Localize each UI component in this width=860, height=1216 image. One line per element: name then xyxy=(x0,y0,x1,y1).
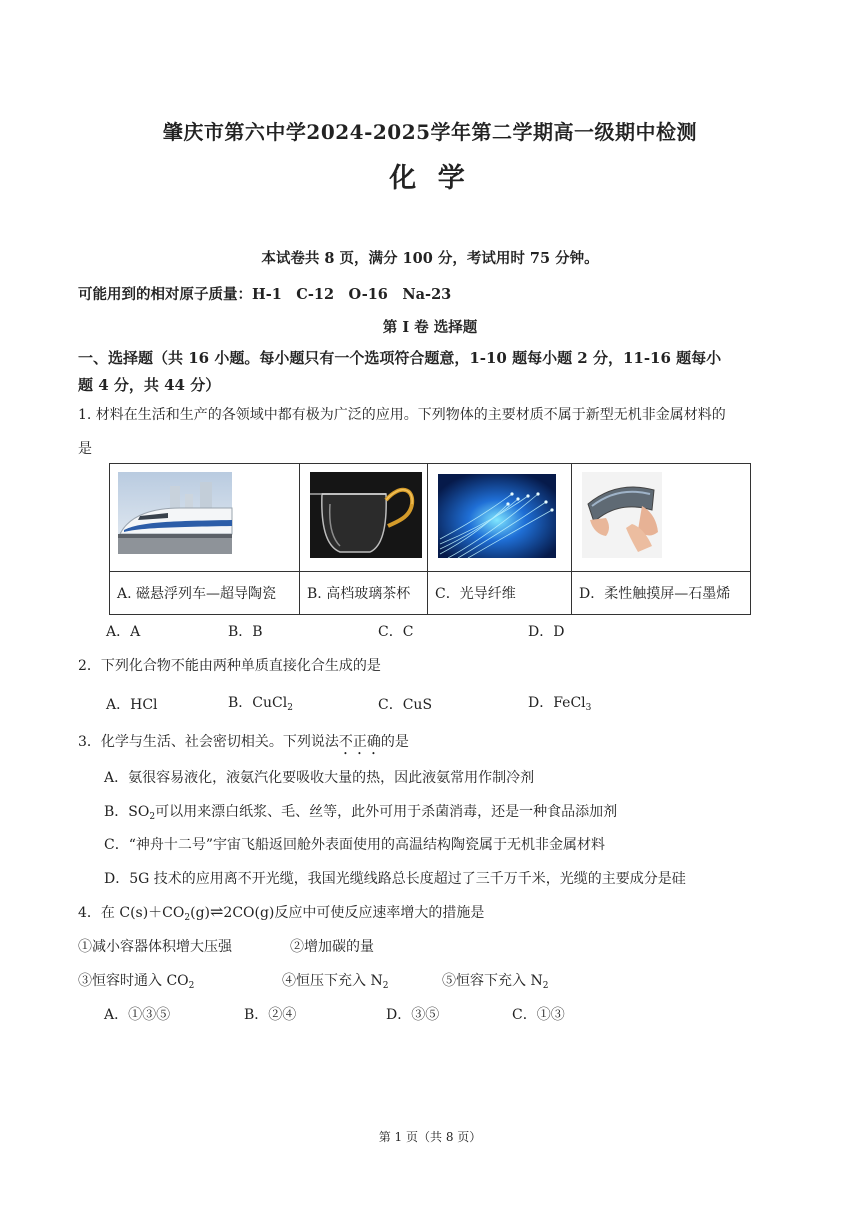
q4-measure-5 xyxy=(442,970,548,991)
flexible-touchscreen-image-cell xyxy=(572,464,751,572)
q2-option-b[interactable] xyxy=(228,692,293,713)
q3-stem-part2: 的是 xyxy=(380,734,409,750)
q4-option-c[interactable]: C．①③ xyxy=(512,1007,565,1023)
q1-option-d[interactable]: D．D xyxy=(528,624,565,640)
q2-option-c[interactable]: C．CuS xyxy=(378,697,433,713)
q4-measure-5-subscript: 2 xyxy=(542,981,549,991)
q1-caption-a: A. 磁悬浮列车—超导陶瓷 xyxy=(110,572,300,615)
q3-option-b[interactable] xyxy=(104,801,617,822)
q4-measure-5-text: ⑤恒容下充入 N xyxy=(442,973,543,989)
q4-stem-a: 4．在 C(s)＋CO xyxy=(78,905,185,921)
q2-option-d[interactable] xyxy=(528,692,591,713)
q4-measure-3-subscript: 2 xyxy=(188,981,195,991)
flexible-touchscreen-image xyxy=(572,464,750,567)
q4-option-a[interactable]: A．①③⑤ xyxy=(104,1007,171,1023)
q3-stem-part1: 3．化学与生活、社会密切相关。下列说法 xyxy=(78,734,339,750)
maglev-train-image-cell xyxy=(110,464,300,572)
section-heading-line2: 题 4 分，共 44 分） xyxy=(78,376,221,394)
q3-option-b-rest: 可以用来漂白纸浆、毛、丝等，此外可用于杀菌消毒，还是一种食品添加剂 xyxy=(155,804,618,820)
q4-measure-4-subscript: 2 xyxy=(382,981,389,991)
q3-stem-emphasis: 不正确 xyxy=(338,734,381,750)
q2-stem: 2．下列化合物不能由两种单质直接化合生成的是 xyxy=(78,658,381,674)
exam-info: 本试卷共 8 页，满分 100 分，考试用时 75 分钟。 xyxy=(261,250,599,267)
q4-measure-3 xyxy=(78,970,194,991)
q1-option-b[interactable]: B．B xyxy=(228,624,263,640)
maglev-train-image xyxy=(110,464,299,567)
q2-option-d-prefix: D． xyxy=(528,695,554,711)
glass-teacup-image-cell xyxy=(300,464,428,572)
q1-caption-b: B. 高档玻璃茶杯 xyxy=(300,572,428,615)
q3-option-b-prefix: B．SO xyxy=(104,804,150,820)
page-footer: 第 1 页（共 8 页） xyxy=(378,1130,482,1144)
equilibrium-arrow: ⇌ xyxy=(210,902,224,921)
q4-measure-3-text: ③恒容时通入 CO xyxy=(78,973,189,989)
q4-stem-subscript: 2 xyxy=(184,913,191,923)
q4-measure-2: ②增加碳的量 xyxy=(290,939,374,955)
q1-option-a[interactable]: A．A xyxy=(106,624,141,640)
q1-option-c[interactable]: C．C xyxy=(378,624,414,640)
q2-option-b-formula: CuCl xyxy=(252,695,288,711)
q2-option-d-formula: FeCl xyxy=(553,695,586,711)
optical-fiber-image xyxy=(428,464,571,567)
exam-title: 肇庆市第六中学2024-2025学年第二学期高一级期中检测 xyxy=(162,120,698,144)
q3-option-a[interactable]: A．氨很容易液化，液氨汽化要吸收大量的热，因此液氨常用作制冷剂 xyxy=(104,770,535,786)
section-heading-line1: 一、选择题（共 16 小题。每小题只有一个选项符合题意，1-10 题每小题 2 分，11-16 题每小 xyxy=(78,349,722,367)
q3-stem xyxy=(78,731,409,758)
q3-option-d[interactable]: D．5G 技术的应用离不开光缆，我国光缆线路总长度超过了三千万千米，光缆的主要成分是硅 xyxy=(104,871,686,887)
q1-stem: 1. 材料在生活和生产的各领域中都有极为广泛的应用。下列物体的主要材质不属于新型无机非金属材料的 xyxy=(78,407,726,423)
glass-teacup-image xyxy=(300,464,427,567)
q4-option-d[interactable]: D．③⑤ xyxy=(386,1007,440,1023)
q4-stem xyxy=(78,902,484,923)
q3-option-c[interactable]: C．“神舟十二号”宇宙飞船返回舱外表面使用的高温结构陶瓷属于无机非金属材料 xyxy=(104,837,606,853)
q1-caption-c: C．光导纤维 xyxy=(428,572,572,615)
q4-stem-c: 2CO(g)反应中可使反应速率增大的措施是 xyxy=(223,905,485,921)
q4-measure-4 xyxy=(282,970,388,991)
q4-stem-b: (g) xyxy=(190,905,210,921)
q3-option-b-subscript: 2 xyxy=(149,812,156,822)
atomic-mass-line: 可能用到的相对原子质量：H-1 C-12 O-16 Na-23 xyxy=(78,286,452,303)
q1-stem-cont: 是 xyxy=(78,441,92,457)
q1-image-table xyxy=(109,463,751,615)
q2-option-b-subscript: 2 xyxy=(287,703,293,713)
q4-measure-1: ①减小容器体积增大压强 xyxy=(78,939,232,955)
subject-title: 化 学 xyxy=(389,163,471,194)
volume-title: 第 I 卷 选择题 xyxy=(382,319,478,336)
q4-option-b[interactable]: B．②④ xyxy=(244,1007,297,1023)
q2-option-b-prefix: B． xyxy=(228,695,253,711)
optical-fiber-image-cell xyxy=(428,464,572,572)
q2-option-a[interactable]: A．HCl xyxy=(106,697,158,713)
q1-caption-d: D．柔性触摸屏—石墨烯 xyxy=(572,572,751,615)
q2-option-d-subscript: 3 xyxy=(585,703,592,713)
q4-measure-4-text: ④恒压下充入 N xyxy=(282,973,383,989)
